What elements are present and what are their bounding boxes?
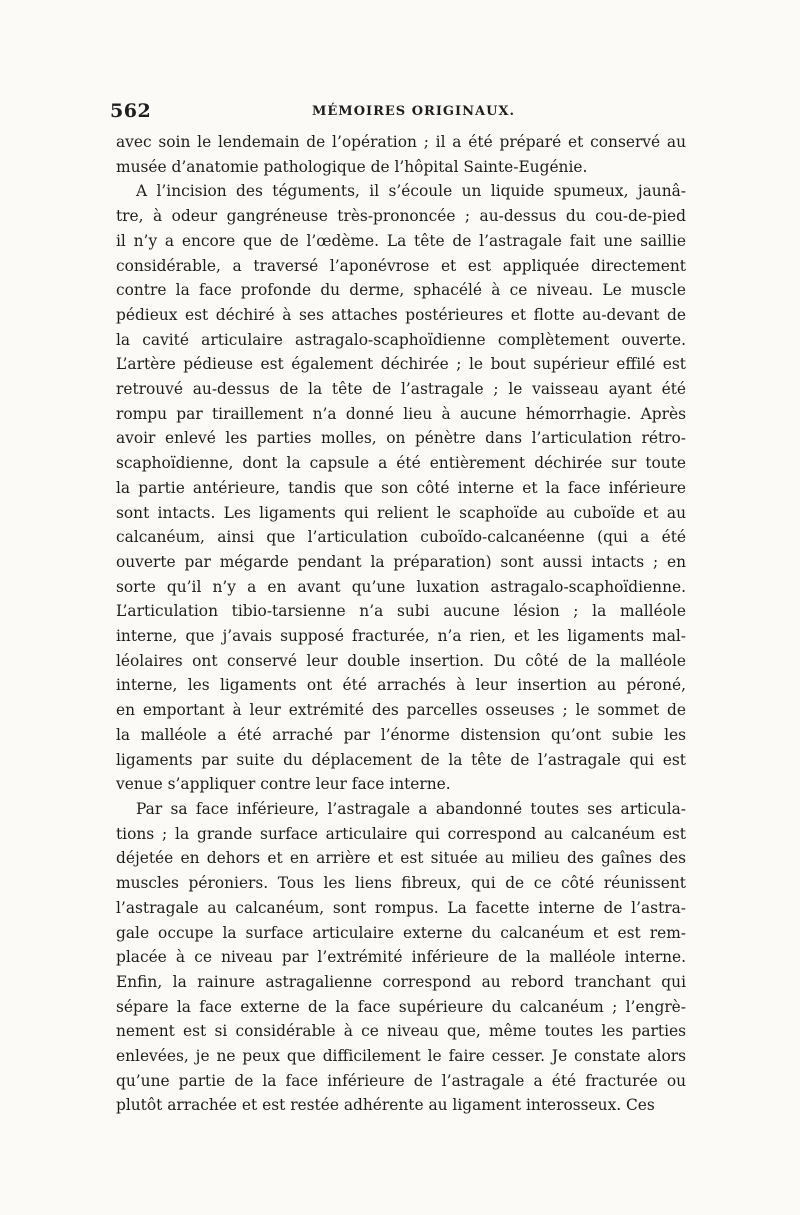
text-line: tre, à odeur gangréneuse très-prononcée ; au-dessus du cou-de-pied	[116, 207, 686, 226]
text-line: la cavité articulaire astragalo-scaphoïdienne complètement ouverte.	[116, 330, 686, 349]
text-line: nement est si considérable à ce niveau que, même toutes les parties	[116, 1022, 686, 1041]
text-line: ouverte par mégarde pendant la préparation) sont aussi intacts ; en	[116, 552, 686, 571]
paragraph	[116, 179, 686, 797]
text-line: sorte qu’il n’y a en avant qu’une luxation astragalo-scaphoïdienne.	[116, 577, 686, 596]
text-line: avec soin le lendemain de l’opération ; il a été préparé et conservé au	[116, 133, 686, 151]
text-line: la malléole a été arraché par l’énorme distension qu’ont subie les	[116, 725, 686, 744]
text-line: plutôt arrachée et est restée adhérente au ligament interosseux. Ces	[116, 1096, 655, 1115]
page-header	[110, 94, 686, 124]
text-line: A l’incision des téguments, il s’écoule un liquide spumeux, jaunâ-	[136, 182, 686, 201]
text-line: Enfin, la rainure astragalienne correspond au rebord tranchant qui	[116, 972, 686, 991]
text-line: pédieux est déchiré à ses attaches postérieures et flotte au-devant de	[116, 305, 686, 324]
text-line: venue s’appliquer contre leur face interne.	[116, 775, 451, 794]
text-line: considérable, a traversé l’aponévrose et est appliquée directement	[116, 256, 686, 275]
body-text	[116, 130, 686, 1118]
book-page	[110, 94, 686, 1118]
text-line: sont intacts. Les ligaments qui relient le scaphoïde au cuboïde et au	[116, 503, 686, 522]
text-line: ligaments par suite du déplacement de la tête de l’astragale qui est	[116, 750, 686, 769]
text-line: l’astragale au calcanéum, sont rompus. La facette interne de l’astra-	[116, 898, 686, 917]
text-line: Par sa face inférieure, l’astragale a abandonné toutes ses articula-	[136, 799, 686, 818]
text-line: la partie antérieure, tandis que son côté interne et la face inférieure	[116, 478, 686, 497]
text-line: placée à ce niveau par l’extrémité inférieure de la malléole interne.	[116, 948, 686, 967]
text-line: sépare la face externe de la face supérieure du calcanéum ; l’engrè-	[116, 997, 686, 1016]
text-line: scaphoïdienne, dont la capsule a été entièrement déchirée sur toute	[116, 454, 686, 473]
text-line: contre la face profonde du derme, sphacélé à ce niveau. Le muscle	[116, 281, 686, 300]
text-line: retrouvé au-dessus de la tête de l’astragale ; le vaisseau ayant été	[116, 380, 686, 399]
page-number: 562	[110, 100, 152, 122]
text-line: qu’une partie de la face inférieure de l’astragale a été fracturée ou	[116, 1071, 686, 1090]
text-line: enlevées, je ne peux que difficilement le faire cesser. Je constate alors	[116, 1047, 686, 1066]
text-line: interne, les ligaments ont été arrachés à leur insertion au péroné,	[116, 676, 686, 695]
text-line: interne, que j’avais supposé fracturée, n’a rien, et les ligaments mal-	[116, 627, 686, 646]
text-line: L’artère pédieuse est également déchirée ; le bout supérieur effilé est	[116, 355, 686, 374]
text-line: avoir enlevé les parties molles, on pénètre dans l’articulation rétro-	[116, 429, 686, 448]
text-line: en emportant à leur extrémité des parcelles osseuses ; le sommet de	[116, 701, 686, 720]
text-line: muscles péroniers. Tous les liens fibreux, qui de ce côté réunissent	[116, 874, 686, 893]
text-line: déjetée en dehors et en arrière et est située au milieu des gaînes des	[116, 849, 686, 868]
text-line: rompu par tiraillement n’a donné lieu à aucune hémorrhagie. Après	[116, 404, 686, 423]
paragraph	[116, 797, 686, 1118]
text-line: léolaires ont conservé leur double insertion. Du côté de la malléole	[116, 651, 686, 670]
text-line: calcanéum, ainsi que l’articulation cuboïdo-calcanéenne (qui a été	[116, 528, 686, 547]
text-line: musée d’anatomie pathologique de l’hôpital Sainte-Eugénie.	[116, 157, 588, 176]
running-title: MÉMOIRES ORIGINAUX.	[312, 104, 516, 119]
paragraph	[116, 130, 686, 179]
text-line: gale occupe la surface articulaire externe du calcanéum et est rem-	[116, 923, 686, 942]
text-line: il n’y a encore que de l’œdème. La tête de l’astragale fait une saillie	[116, 231, 686, 250]
text-line: tions ; la grande surface articulaire qui correspond au calcanéum est	[116, 824, 686, 843]
text-line: L’articulation tibio-tarsienne n’a subi aucune lésion ; la malléole	[116, 602, 686, 621]
